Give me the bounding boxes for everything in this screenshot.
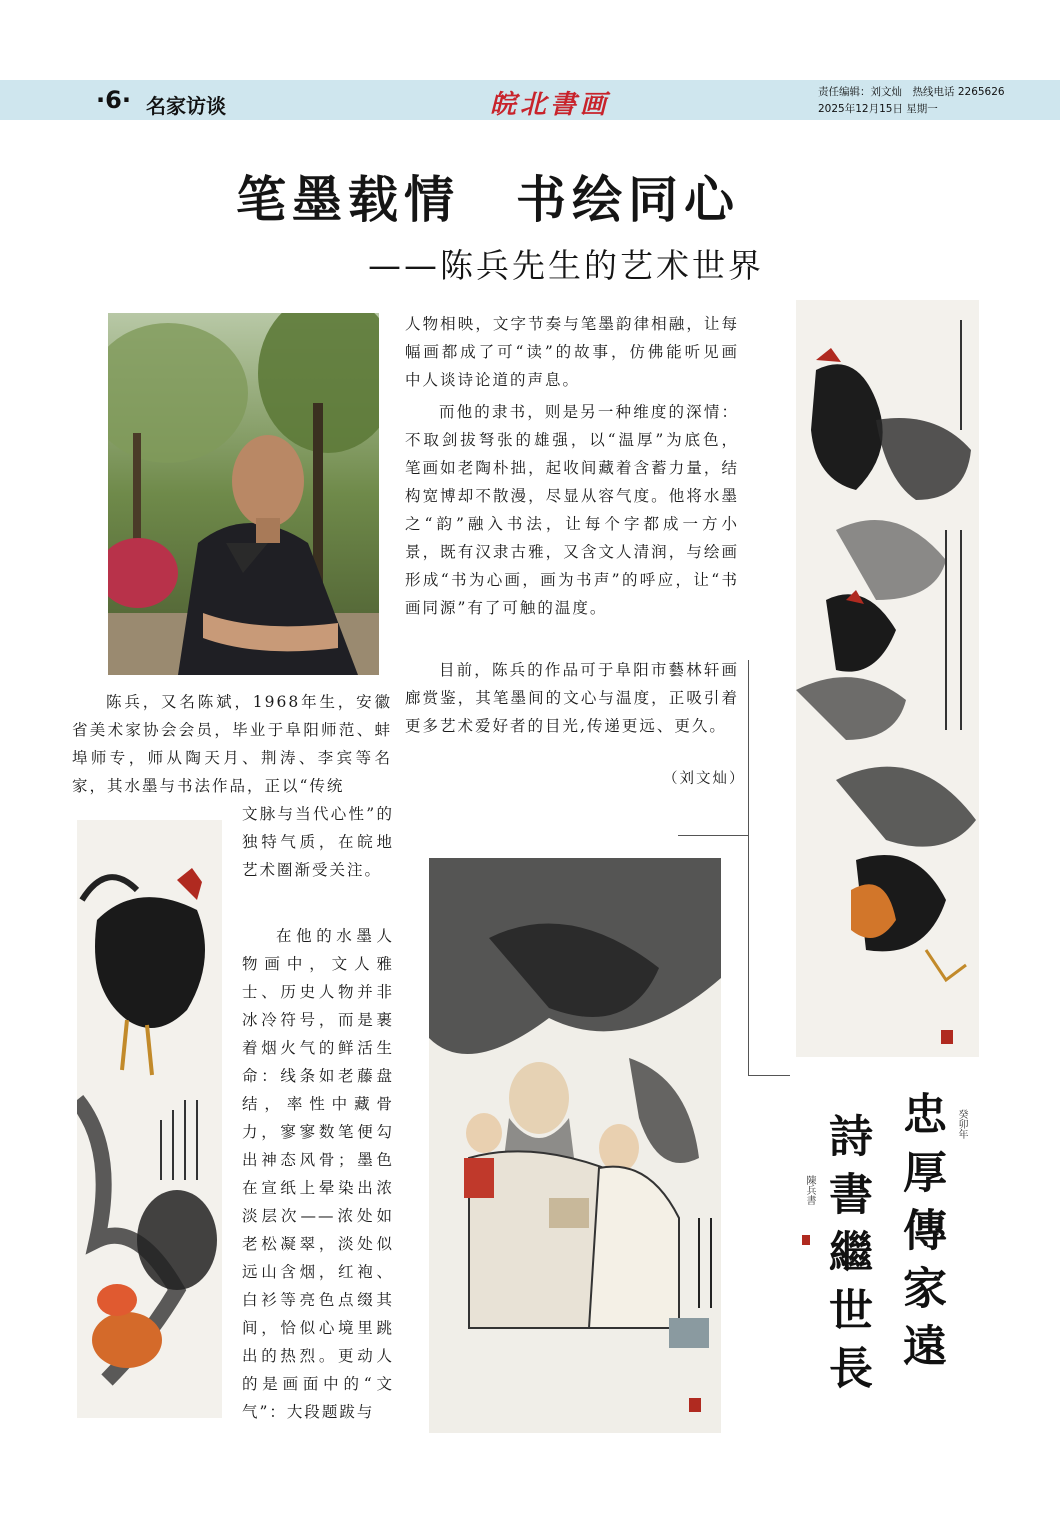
red-seal-stamp (802, 1235, 810, 1245)
roosters-ink-painting-right (796, 300, 979, 1057)
article-paragraph-gallery: 目前，陈兵的作品可于阜阳市藝林轩画廊赏鉴，其笔墨间的文心与温度，正吸引着更多艺术爱好者的目光,传递更远、更久。 (405, 661, 739, 735)
couplet-left-column: 詩書繼世長 (821, 1113, 872, 1403)
divider-line (678, 835, 748, 836)
couplet-inscription-lower: 陳兵書 (804, 1175, 815, 1205)
couplet-right-column: 忠厚傳家遠 (895, 1091, 946, 1381)
calligraphy-couplet (798, 1085, 976, 1455)
couplet-inscription-upper: 癸卯年 (956, 1109, 967, 1139)
divider-line (748, 1075, 790, 1076)
article-paragraph-ink-painting-cont: 人物相映，文字节奏与笔墨韵律相融，让每幅画都成了可“读”的故事，仿佛能听见画中人谈诗论道的声息。 (405, 315, 739, 389)
article-subtitle: ——陈兵先生的艺术世界 (368, 246, 764, 285)
article-paragraph-intro-cont: 文脉与当代心性”的独特气质，在皖地艺术圈渐受关注。 (242, 805, 394, 879)
artist-portrait-photo (108, 313, 379, 675)
date-line: 2025年12月15日 星期一 (818, 103, 938, 115)
header-meta (818, 84, 1005, 118)
newspaper-logo: 皖北書画 (490, 90, 611, 120)
article-title: 笔墨载情 书绘同心 (236, 170, 740, 229)
rooster-ink-painting-left (77, 820, 222, 1418)
section-name: 名家访谈 (146, 94, 226, 118)
scholars-ink-painting-center (429, 858, 721, 1433)
page-number: ·6· (96, 86, 131, 114)
divider-line (748, 660, 749, 1075)
article-byline: （刘文灿） (663, 771, 746, 787)
editor-line: 责任编辑：刘文灿 热线电话 2265626 (818, 86, 1005, 98)
article-paragraph-calligraphy: 而他的隶书，则是另一种维度的深情：不取剑拔弩张的雄强，以“温厚”为底色，笔画如老陶朴拙，起收间藏着含蓄力量，结构宽博却不散漫，尽显从容气度。他将水墨之“韵”融入书法，让每个字都成一方小景，既有汉隶古雅，又含文人清润，与绘画形成“书为心画，画为书声”的呼应，让“书画同源”有了可触的温度。 (405, 403, 739, 617)
article-paragraph-ink-painting: 在他的水墨人物画中，文人雅士、历史人物并非冰冷符号，而是裹着烟火气的鲜活生命：线条如老藤盘结，率性中藏骨力，寥寥数笔便勾出神态风骨；墨色在宣纸上晕染出浓淡层次——浓处如老松凝翠，淡处似远山含烟，红袍、白衫等亮色点缀其间，恰似心境里跳出的热烈。更动人的是画面中的“文气”：大段题跋与 (242, 927, 394, 1421)
article-paragraph-intro: 陈兵，又名陈斌，1968年生，安徽省美术家协会会员，毕业于阜阳师范、蚌埠师专，师从陶天月、荆涛、李宾等名家，其水墨与书法作品，正以“传统 (72, 693, 392, 795)
